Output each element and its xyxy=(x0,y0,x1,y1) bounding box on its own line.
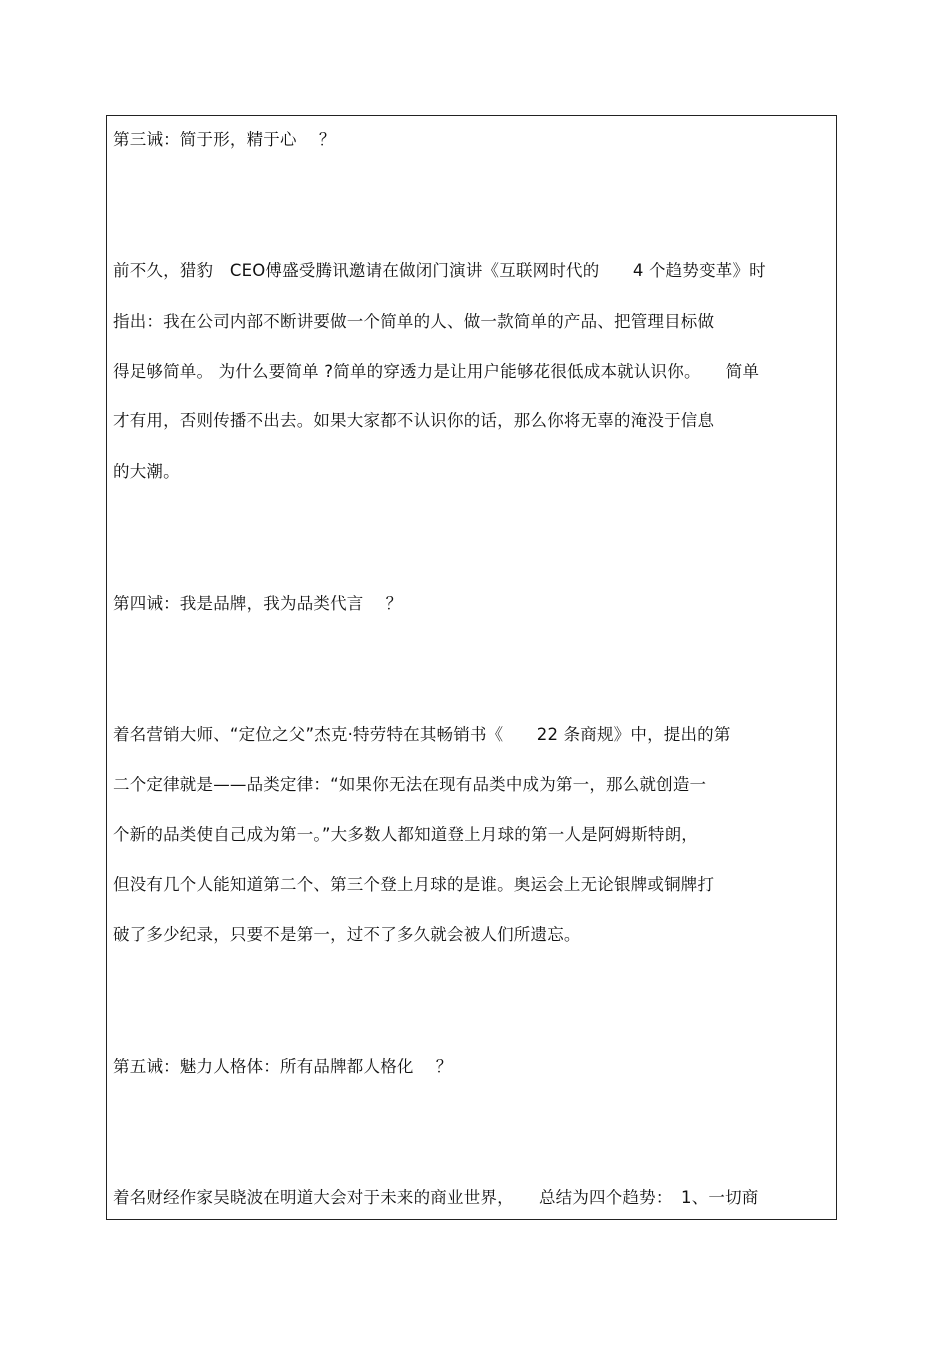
paragraph-line: 前不久，猎豹 CEO傅盛受腾讯邀请在做闭门演讲《互联网时代的 4 个趋势变革》时 xyxy=(113,261,766,280)
paragraph-line: 得足够简单。 为什么要简单 ?简单的穿透力是让用户能够花很低成本就认识你。 简单 xyxy=(113,362,760,381)
paragraph-line: 但没有几个人能知道第二个、第三个登上月球的是谁。奥运会上无论银牌或铜牌打 xyxy=(113,875,715,894)
paragraph-line: 个新的品类使自己成为第一。”大多数人都知道登上月球的第一人是阿姆斯特朗， xyxy=(113,825,698,844)
heading-fifth-commandment: 第五诫：魅力人格体：所有品牌都人格化 ？ xyxy=(113,1057,453,1076)
heading-fourth-commandment: 第四诫：我是品牌，我为品类代言 ？ xyxy=(113,594,403,613)
paragraph-line: 着名财经作家吴晓波在明道大会对于未来的商业世界， 总结为四个趋势： 1、一切商 xyxy=(113,1188,759,1207)
paragraph-line: 指出：我在公司内部不断讲要做一个简单的人、做一款简单的产品、把管理目标做 xyxy=(113,312,715,331)
heading-third-commandment: 第三诫：简于形，精于心 ？ xyxy=(113,130,336,149)
paragraph-line: 才有用，否则传播不出去。如果大家都不认识你的话，那么你将无辜的淹没于信息 xyxy=(113,411,715,430)
paragraph-line: 破了多少纪录，只要不是第一，过不了多久就会被人们所遗忘。 xyxy=(113,925,581,944)
paragraph-line: 的大潮。 xyxy=(113,462,180,481)
paragraph-line: 着名营销大师、“定位之父”杰克·特劳特在其畅销书《 22 条商规》中，提出的第 xyxy=(113,725,731,744)
paragraph-line: 二个定律就是——品类定律：“如果你无法在现有品类中成为第一，那么就创造一 xyxy=(113,775,707,794)
